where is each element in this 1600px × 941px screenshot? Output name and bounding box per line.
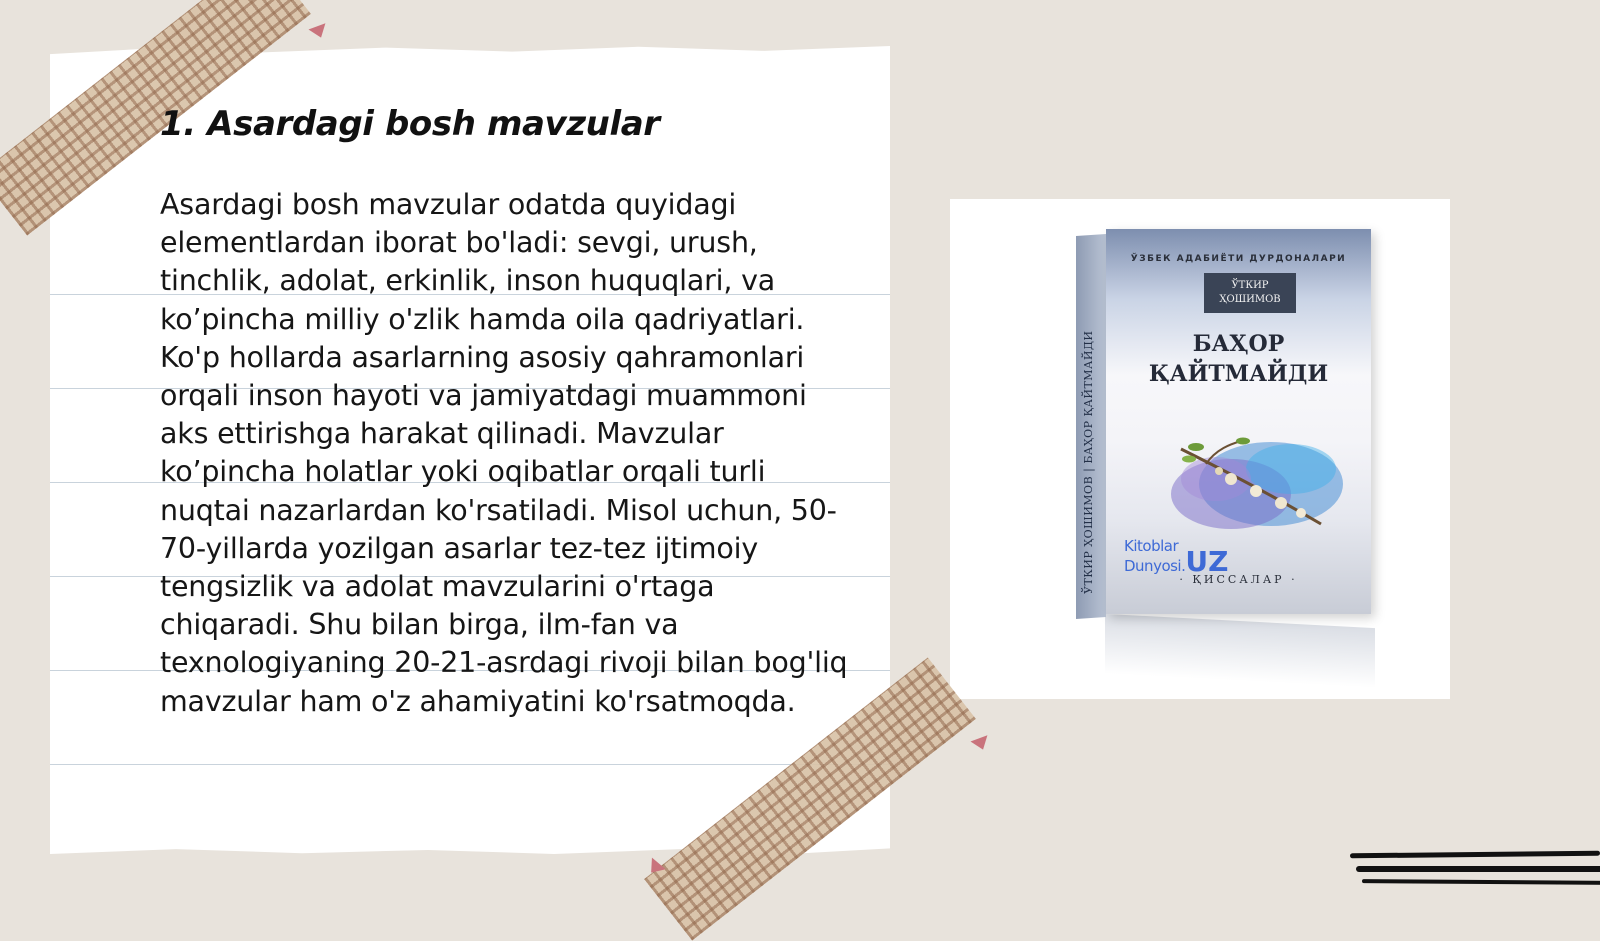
book-author-first: ЎТКИР [1231, 280, 1269, 291]
kitoblar-dunyosi-watermark [1124, 537, 1229, 578]
watermark-line-2: Dunyosi. [1124, 557, 1186, 575]
tape-corner-mark [970, 735, 991, 752]
book-spine-text: ЎТКИР ҲОШИМОВ | БАҲОР ҚАЙТМАЙДИ [1082, 330, 1095, 594]
book-author [1204, 273, 1296, 313]
book-author-last: ҲОШИМОВ [1219, 294, 1281, 305]
watermark-uz: UZ [1185, 545, 1229, 578]
book-title-line1: БАҲОР [1192, 331, 1285, 357]
slide-title: 1. Asardagi bosh mavzular [160, 104, 660, 144]
book-front-cover [1106, 229, 1371, 614]
slide-body-text: Asardagi bosh mavzular odatda quyidagi elementlardan iborat bo'ladi: sevgi, urush, tinchlik, adolat, erkinlik, inson huquqlari, va ko’pincha milliy o'zlik hamda oila qadriyatlari. Ko'p hollarda asarlarning asosiy qahramonlari orqali inson hayoti va jamiyatdagi muammoni aks ettirishga harakat qilinadi. Mavzular ko’pincha holatlar yoki oqibatlar orqali turli nuqtai nazarlardan ko'rsatiladi. Misol uchun, 50-70-yillarda yozilgan asarlar tez-tez ijtimoiy tengsizlik va adolat mavzularini o'rtaga chiqaradi. Shu bilan birga, ilm-fan va texnologiyaning 20-21-asrdagi rivoji bilan bog'liq mavzular ham o'z ahamiyatini ko'rsatmoqda. [160, 188, 848, 718]
brush-stroke [1356, 866, 1600, 872]
book-title [1106, 329, 1371, 389]
tape-corner-mark [308, 23, 329, 40]
watermark-line-1: Kitoblar [1124, 537, 1179, 555]
book-cover-image [950, 199, 1450, 699]
brush-stroke [1350, 851, 1600, 859]
book-series-label: ЎЗБЕК АДАБИЁТИ ДУРДОНАЛАРИ [1130, 254, 1347, 264]
paper-rule-line [50, 764, 890, 765]
book-reflection [1105, 614, 1375, 688]
brush-stroke [1362, 879, 1600, 885]
watercolor-branch-illustration [1161, 429, 1346, 539]
book-genre-label: · ҚИССАЛАР · [1179, 573, 1298, 586]
book-title-line2: ҚАЙТМАЙДИ [1148, 361, 1329, 387]
